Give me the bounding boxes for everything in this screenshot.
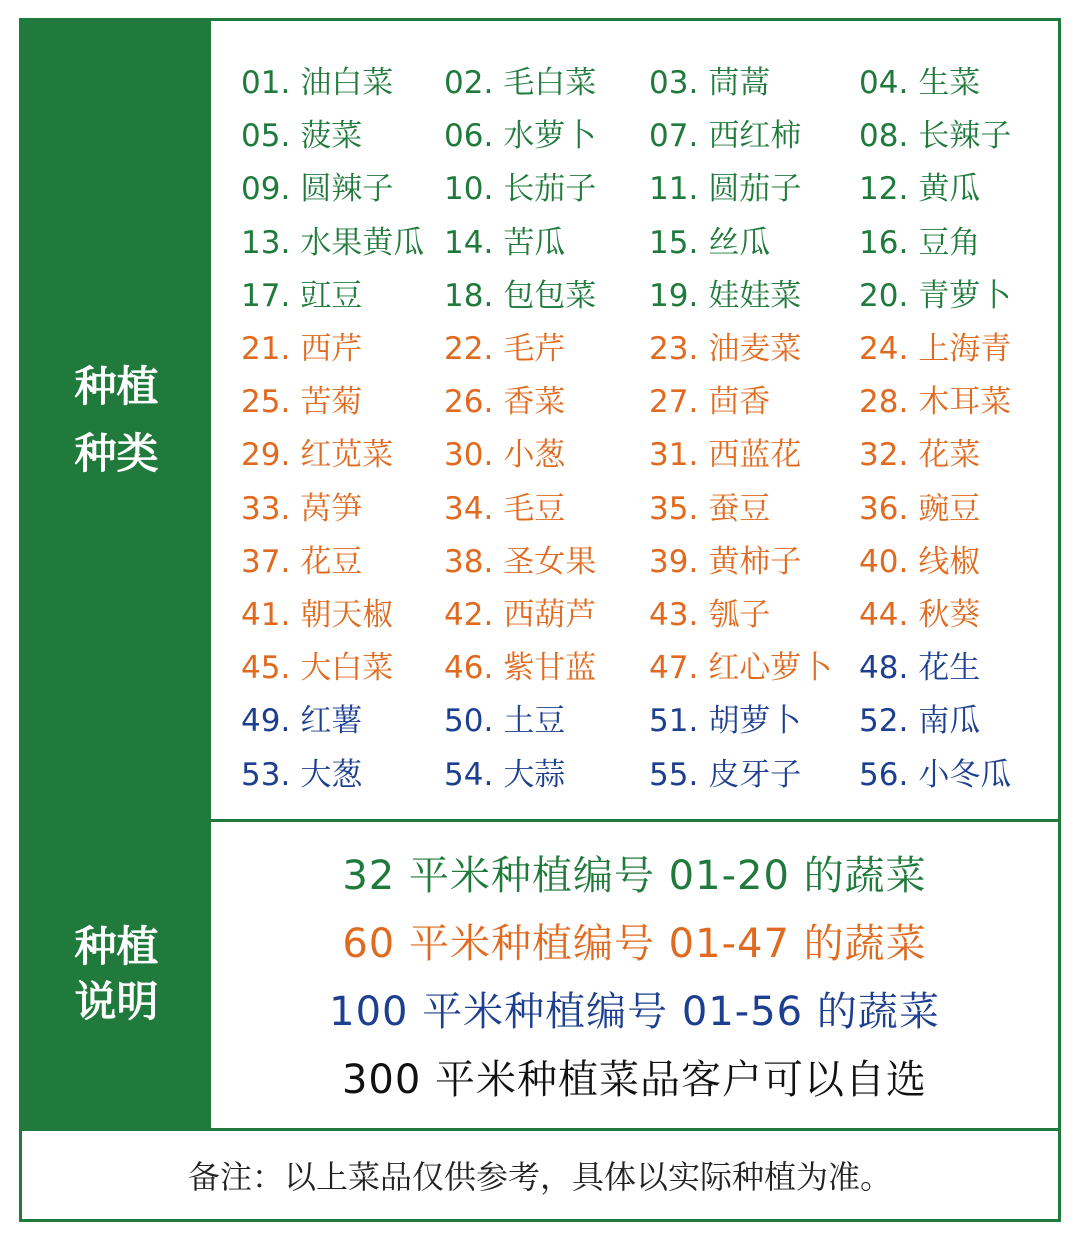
variety-item <box>241 270 444 315</box>
variety-row <box>241 53 1051 106</box>
variety-name: 西芹 <box>300 331 363 368</box>
variety-number: 01. <box>241 65 291 102</box>
variety-name: 豆角 <box>918 224 981 261</box>
variety-item <box>859 323 1051 368</box>
variety-item <box>859 110 1051 155</box>
variety-name: 苦菊 <box>300 384 363 421</box>
variety-number: 23. <box>649 331 699 368</box>
variety-number: 02. <box>444 65 494 102</box>
variety-name: 香菜 <box>503 384 566 421</box>
variety-item <box>241 163 444 208</box>
variety-item <box>649 695 859 740</box>
variety-number: 36. <box>859 490 909 527</box>
variety-name: 大蒜 <box>503 756 566 793</box>
varieties-label-line1: 种植 <box>74 361 159 411</box>
variety-item <box>649 749 859 794</box>
variety-name: 包包菜 <box>503 277 597 314</box>
variety-name: 水果黄瓜 <box>300 224 425 261</box>
variety-item <box>241 483 444 528</box>
variety-name: 黄柿子 <box>708 543 802 580</box>
variety-number: 40. <box>859 543 909 580</box>
variety-name: 红薯 <box>300 703 363 740</box>
variety-name: 娃娃菜 <box>708 277 802 314</box>
variety-number: 37. <box>241 543 291 580</box>
variety-name: 朝天椒 <box>300 596 394 633</box>
variety-number: 46. <box>444 650 494 687</box>
variety-item <box>649 217 859 262</box>
variety-name: 莴笋 <box>300 490 363 527</box>
variety-row <box>241 425 1051 478</box>
variety-name: 水萝卜 <box>503 118 597 155</box>
variety-item <box>859 270 1051 315</box>
variety-number: 44. <box>859 596 909 633</box>
variety-number: 39. <box>649 543 699 580</box>
plan-label <box>22 822 211 1128</box>
variety-item <box>444 589 649 634</box>
variety-item <box>241 642 444 687</box>
plan-label-line1: 种植 <box>74 922 159 972</box>
variety-name: 胡萝卜 <box>708 703 802 740</box>
variety-name: 上海青 <box>918 331 1012 368</box>
variety-number: 03. <box>649 65 699 102</box>
variety-name: 毛豆 <box>503 490 566 527</box>
variety-name: 西蓝花 <box>708 437 802 474</box>
variety-item <box>649 376 859 421</box>
variety-name: 小冬瓜 <box>918 756 1012 793</box>
variety-number: 29. <box>241 437 291 474</box>
variety-item <box>859 749 1051 794</box>
remark-section <box>22 1131 1058 1219</box>
plan-line: 32 平米种植编号 01-20 的蔬菜 <box>342 853 927 899</box>
variety-name: 长辣子 <box>918 118 1012 155</box>
variety-row <box>241 213 1051 266</box>
variety-number: 13. <box>241 224 291 261</box>
variety-number: 51. <box>649 703 699 740</box>
variety-row <box>241 691 1051 744</box>
variety-name: 圆辣子 <box>300 171 394 208</box>
variety-item <box>649 270 859 315</box>
varieties-content <box>211 21 1058 819</box>
variety-number: 52. <box>859 703 909 740</box>
variety-row <box>241 744 1051 797</box>
variety-name: 大白菜 <box>300 650 394 687</box>
variety-row <box>241 159 1051 212</box>
vegetable-table <box>19 18 1061 1222</box>
variety-number: 32. <box>859 437 909 474</box>
variety-name: 花豆 <box>300 543 363 580</box>
plan-section <box>22 822 1058 1131</box>
variety-name: 豇豆 <box>300 277 363 314</box>
variety-item <box>859 163 1051 208</box>
variety-item <box>444 110 649 155</box>
variety-number: 33. <box>241 490 291 527</box>
variety-number: 14. <box>444 224 494 261</box>
variety-name: 小葱 <box>503 437 566 474</box>
plan-line: 100 平米种植编号 01-56 的蔬菜 <box>329 989 940 1035</box>
variety-number: 09. <box>241 171 291 208</box>
variety-row <box>241 319 1051 372</box>
variety-name: 长茄子 <box>503 171 597 208</box>
variety-item <box>649 429 859 474</box>
variety-number: 35. <box>649 490 699 527</box>
variety-item <box>859 376 1051 421</box>
variety-grid <box>241 53 1051 798</box>
variety-item <box>649 536 859 581</box>
variety-name: 南瓜 <box>918 703 981 740</box>
variety-name: 毛芹 <box>503 331 566 368</box>
variety-item <box>444 749 649 794</box>
variety-name: 菠菜 <box>300 118 363 155</box>
variety-item <box>859 589 1051 634</box>
variety-name: 秋葵 <box>918 596 981 633</box>
variety-number: 25. <box>241 384 291 421</box>
variety-number: 10. <box>444 171 494 208</box>
variety-number: 53. <box>241 756 291 793</box>
variety-item <box>444 642 649 687</box>
variety-number: 42. <box>444 596 494 633</box>
variety-number: 26. <box>444 384 494 421</box>
variety-name: 茴香 <box>708 384 771 421</box>
variety-number: 31. <box>649 437 699 474</box>
variety-name: 油白菜 <box>300 65 394 102</box>
plan-content <box>211 822 1058 1128</box>
variety-item <box>241 376 444 421</box>
variety-item <box>241 429 444 474</box>
variety-row <box>241 585 1051 638</box>
variety-number: 56. <box>859 756 909 793</box>
variety-name: 红心萝卜 <box>708 650 833 687</box>
variety-item <box>444 536 649 581</box>
variety-item <box>241 217 444 262</box>
variety-item <box>444 217 649 262</box>
variety-name: 线椒 <box>918 543 981 580</box>
variety-item <box>444 429 649 474</box>
variety-item <box>859 536 1051 581</box>
variety-name: 西红柿 <box>708 118 802 155</box>
variety-name: 豌豆 <box>918 490 981 527</box>
varieties-label-line2: 种类 <box>74 429 159 478</box>
varieties-section <box>22 21 1058 822</box>
variety-number: 22. <box>444 331 494 368</box>
variety-name: 茼蒿 <box>708 65 771 102</box>
variety-name: 红苋菜 <box>300 437 394 474</box>
variety-name: 圣女果 <box>503 543 597 580</box>
plan-line: 60 平米种植编号 01-47 的蔬菜 <box>342 921 927 967</box>
variety-item <box>241 536 444 581</box>
variety-item <box>859 642 1051 687</box>
variety-number: 21. <box>241 331 291 368</box>
variety-number: 38. <box>444 543 494 580</box>
variety-number: 34. <box>444 490 494 527</box>
variety-number: 49. <box>241 703 291 740</box>
variety-name: 花菜 <box>918 437 981 474</box>
variety-number: 05. <box>241 118 291 155</box>
variety-number: 15. <box>649 224 699 261</box>
variety-item <box>444 376 649 421</box>
variety-row <box>241 638 1051 691</box>
variety-row <box>241 372 1051 425</box>
variety-number: 24. <box>859 331 909 368</box>
variety-number: 12. <box>859 171 909 208</box>
variety-item <box>859 483 1051 528</box>
variety-number: 11. <box>649 171 699 208</box>
variety-item <box>649 110 859 155</box>
variety-number: 43. <box>649 596 699 633</box>
variety-name: 皮牙子 <box>708 756 802 793</box>
variety-name: 黄瓜 <box>918 171 981 208</box>
variety-name: 油麦菜 <box>708 331 802 368</box>
variety-number: 48. <box>859 650 909 687</box>
variety-name: 圆茄子 <box>708 171 802 208</box>
remark-text: 备注：以上菜品仅供参考，具体以实际种植为准。 <box>187 1158 892 1196</box>
plan-label-line2: 说明 <box>74 977 159 1026</box>
variety-row <box>241 532 1051 585</box>
variety-name: 土豆 <box>503 703 566 740</box>
variety-number: 17. <box>241 277 291 314</box>
variety-number: 54. <box>444 756 494 793</box>
variety-item <box>859 695 1051 740</box>
plan-lines <box>211 842 1058 1114</box>
variety-number: 45. <box>241 650 291 687</box>
variety-item <box>444 695 649 740</box>
variety-item <box>241 589 444 634</box>
variety-number: 28. <box>859 384 909 421</box>
variety-name: 瓠子 <box>708 596 771 633</box>
variety-name: 紫甘蓝 <box>503 650 597 687</box>
variety-item <box>444 57 649 102</box>
variety-item <box>649 642 859 687</box>
variety-item <box>241 323 444 368</box>
variety-number: 07. <box>649 118 699 155</box>
variety-item <box>859 429 1051 474</box>
variety-number: 06. <box>444 118 494 155</box>
variety-item <box>649 483 859 528</box>
variety-number: 19. <box>649 277 699 314</box>
variety-number: 50. <box>444 703 494 740</box>
variety-name: 蚕豆 <box>708 490 771 527</box>
variety-item <box>859 217 1051 262</box>
variety-number: 55. <box>649 756 699 793</box>
varieties-label <box>22 21 211 819</box>
variety-item <box>444 323 649 368</box>
variety-name: 木耳菜 <box>918 384 1012 421</box>
plan-line: 300 平米种植菜品客户可以自选 <box>341 1057 928 1103</box>
variety-item <box>241 110 444 155</box>
variety-number: 47. <box>649 650 699 687</box>
variety-number: 08. <box>859 118 909 155</box>
variety-item <box>859 57 1051 102</box>
variety-item <box>444 483 649 528</box>
variety-number: 18. <box>444 277 494 314</box>
variety-number: 04. <box>859 65 909 102</box>
variety-name: 西葫芦 <box>503 596 597 633</box>
variety-name: 苦瓜 <box>503 224 566 261</box>
variety-item <box>444 163 649 208</box>
variety-item <box>649 57 859 102</box>
variety-row <box>241 106 1051 159</box>
variety-item <box>649 163 859 208</box>
variety-item <box>241 57 444 102</box>
variety-name: 青萝卜 <box>918 277 1012 314</box>
variety-row <box>241 266 1051 319</box>
variety-item <box>241 749 444 794</box>
variety-item <box>241 695 444 740</box>
variety-name: 生菜 <box>918 65 981 102</box>
variety-number: 20. <box>859 277 909 314</box>
variety-item <box>649 323 859 368</box>
variety-number: 41. <box>241 596 291 633</box>
variety-number: 27. <box>649 384 699 421</box>
variety-name: 大葱 <box>300 756 363 793</box>
variety-name: 毛白菜 <box>503 65 597 102</box>
variety-name: 丝瓜 <box>708 224 771 261</box>
variety-number: 16. <box>859 224 909 261</box>
variety-number: 30. <box>444 437 494 474</box>
variety-item <box>649 589 859 634</box>
variety-item <box>444 270 649 315</box>
variety-row <box>241 479 1051 532</box>
variety-name: 花生 <box>918 650 981 687</box>
